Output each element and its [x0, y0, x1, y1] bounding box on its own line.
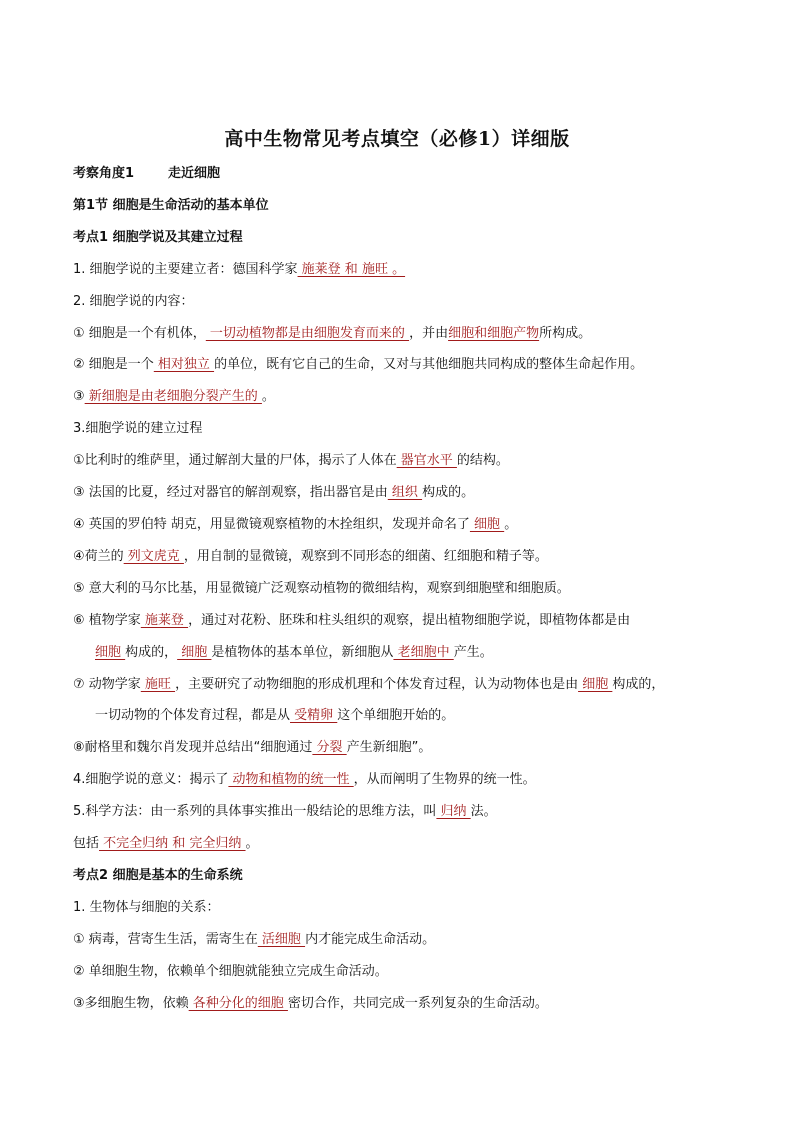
- answer-blank: 细胞: [95, 645, 126, 660]
- point1-line-1: 1. 细胞学说的主要建立者：德国科学家 施莱登 和 施旺 。: [73, 262, 406, 277]
- answer-blank: 细胞: [469, 517, 505, 532]
- point1-line-18: 5.科学方法：由一系列的具体事实推出一般结论的思维方法，叫 归纳 法。: [73, 804, 497, 819]
- point1-line-17: 4.细胞学说的意义：揭示了 动物和植物的统一性 ，从而阐明了生物界的统一性。: [73, 772, 536, 787]
- point2-line-4: ③多细胞生物，依赖 各种分化的细胞 密切合作，共同完成一系列复杂的生命活动。: [73, 996, 548, 1011]
- answer-blank: 一切动植物都是由细胞发育而来的: [205, 326, 410, 341]
- answer-blank: 细胞: [578, 677, 613, 692]
- point1-line-3: ① 细胞是一个有机体， 一切动植物都是由细胞发育而来的 ，并由细胞和细胞产物所构成。: [73, 326, 592, 341]
- angle-topic: 走近细胞: [168, 166, 221, 181]
- answer-blank: 细胞: [177, 645, 212, 660]
- answer-blank: 列文虎克: [123, 549, 184, 564]
- point1-line-10: ④荷兰的 列文虎克 ，用自制的显微镜，观察到不同形态的细菌、红细胞和精子等。: [73, 549, 548, 564]
- answer-blank: 动物和植物的统一性: [228, 772, 354, 787]
- point1-line-9: ④ 英国的罗伯特 胡克，用显微镜观察植物的木拴组织，发现并命名了 细胞 。: [73, 517, 518, 532]
- point1-line-4: ② 细胞是一个 相对独立 的单位，既有它自己的生命，又对与其他细胞共同构成的整体生命起作用。: [73, 357, 644, 372]
- point1-line-12: ⑥ 植物学家 施莱登 ，通过对花粉、胚珠和柱头组织的观察，提出植物细胞学说，即植物体都是由: [73, 613, 631, 628]
- point1-line-8: ③ 法国的比夏，经过对器官的解剖观察，指出器官是由 组织 构成的。: [73, 485, 475, 500]
- angle-label: 考察角度1: [73, 166, 135, 181]
- answer-blank: 受精卵: [290, 708, 338, 723]
- answer-blank: 器官水平: [396, 453, 457, 468]
- answer-blank: 不完全归纳 和 完全归纳: [99, 836, 246, 851]
- point1-line-14: ⑦ 动物学家 施旺 ，主要研究了动物细胞的形成机理和个体发育过程，认为动物体也是由 细胞 构成的，: [73, 677, 665, 692]
- point1-line-15: 一切动物的个体发育过程，都是从 受精卵 这个单细胞开始的。: [95, 708, 455, 723]
- point1-line-7: ①比利时的维萨里，通过解剖大量的尸体，揭示了人体在 器官水平 的结构。: [73, 453, 509, 468]
- answer-blank: 细胞和细胞产物: [448, 326, 540, 341]
- section-heading: 第1节 细胞是生命活动的基本单位: [73, 198, 269, 213]
- angle-header: [73, 165, 220, 183]
- point1-line-16: ⑧耐格里和魏尔肖发现并总结出“细胞通过 分裂 产生新细胞”。: [73, 740, 432, 755]
- answer-blank: 归纳: [436, 804, 471, 819]
- answer-blank: 施旺: [140, 677, 176, 692]
- point1-line-19: 包括 不完全归纳 和 完全归纳 。: [73, 836, 259, 851]
- point2-line-2: ① 病毒，营寄生生活，需寄生在 活细胞 内才能完成生命活动。: [73, 932, 436, 947]
- answer-blank: 新细胞是由老细胞分裂产生的: [84, 389, 262, 404]
- point1-line-13: 细胞 构成的， 细胞 是植物体的基本单位，新细胞从 老细胞中 产生。: [95, 645, 493, 660]
- answer-blank: 相对独立: [153, 357, 215, 372]
- answer-blank: 施莱登: [140, 613, 189, 628]
- point1-line-2: 2. 细胞学说的内容：: [73, 294, 194, 309]
- answer-blank: 老细胞中: [393, 645, 454, 660]
- answer-blank: 分裂: [312, 740, 347, 755]
- answer-blank: 组织: [387, 485, 423, 500]
- answer-blank: 活细胞: [257, 932, 306, 947]
- point1-line-5: ③ 新细胞是由老细胞分裂产生的 。: [73, 389, 275, 404]
- document-title: 高中生物常见考点填空（必修1）详细版: [224, 128, 570, 150]
- answer-blank: 各种分化的细胞: [188, 996, 288, 1011]
- point1-line-6: 3.细胞学说的建立过程: [73, 421, 203, 436]
- point2-line-1: 1. 生物体与细胞的关系：: [73, 900, 220, 915]
- answer-blank: 施莱登 和 施旺 。: [297, 262, 406, 277]
- point1-heading: 考点1 细胞学说及其建立过程: [73, 230, 243, 245]
- point2-heading: 考点2 细胞是基本的生命系统: [73, 868, 243, 883]
- point1-line-11: ⑤ 意大利的马尔比基，用显微镜广泛观察动植物的微细结构，观察到细胞壁和细胞质。: [73, 581, 570, 596]
- point2-line-3: ② 单细胞生物，依赖单个细胞就能独立完成生命活动。: [73, 964, 388, 979]
